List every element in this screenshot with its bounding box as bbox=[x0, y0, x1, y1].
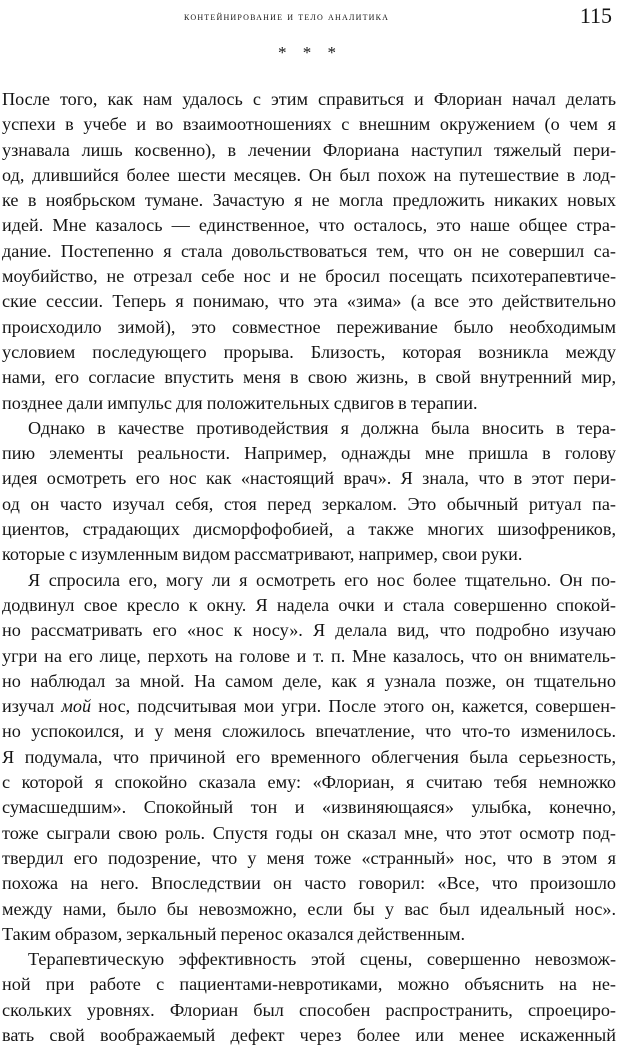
text-line: узнавала лишь косвенно), в лечении Флориана наступил тяжелый пери- bbox=[2, 139, 616, 160]
text-line: пию элементы реальности. Например, однажды мне пришла в голову bbox=[2, 443, 616, 464]
text-line: условием последующего прорыва. Близость, которая возникла между bbox=[2, 341, 616, 362]
text-line: которые с изумленным видом рассматривают, например, свои руки. bbox=[2, 544, 523, 565]
paragraph-first-line: Я спросила его, могу ли я осмотреть его нос более тщательно. Он по- bbox=[28, 569, 616, 590]
text-line: додвинул свое кресло к окну. Я надела очки и стала совершенно спокой- bbox=[2, 594, 616, 615]
text-line: но рассматривать его «нос к носу». Я делала вид, что подробно изучаю bbox=[2, 620, 616, 641]
text-line: но успокоился, и у меня сложилось впечатление, что что-то изменилось. bbox=[2, 721, 616, 742]
text-line: циентов, страдающих дисморфофобией, а также многих шизофреников, bbox=[2, 519, 616, 540]
text-line: ке в ноябрьском тумане. Зачастую я не могла предложить никаких новых bbox=[2, 190, 616, 211]
running-head: контейнирование и тело аналитика bbox=[184, 11, 390, 23]
text-line: твердил его подозрение, что у меня тоже «странный» нос, что в этом я bbox=[2, 847, 616, 868]
text-line: дание. Постепенно я стала довольствоваться тем, что он не совершил са- bbox=[2, 240, 616, 261]
line-text-after: нос, подсчитывая мои угри. После этого он, кажется, совершен- bbox=[91, 696, 616, 717]
text-line: од, длившийся более шести месяцев. Он был похож на путешествие в лод- bbox=[2, 164, 616, 185]
page-header bbox=[0, 4, 612, 30]
text-line: После того, как нам удалось с этим справиться и Флориан начал делать bbox=[2, 89, 616, 109]
text-line: позднее дали импульс для положительных сдвигов в терапии. bbox=[2, 392, 478, 413]
text-line-with-emphasis bbox=[2, 694, 616, 719]
text-line: Таким образом, зеркальный перенос оказался действенным. bbox=[2, 923, 465, 944]
text-line: вать свой воображаемый дефект через более или менее искаженный bbox=[2, 1024, 616, 1045]
section-separator: * * * bbox=[278, 43, 342, 62]
text-line: сумасшедшим». Спокойный тон и «извиняющаяся» улыбка, конечно, bbox=[2, 797, 616, 818]
text-line: происходило зимой), это совместное переживание было необходимым bbox=[2, 316, 616, 337]
text-line: успехи в учебе и во взаимоотношениях с внешним окружением (о чем я bbox=[2, 114, 616, 135]
text-line: моубийство, не отрезал себе нос и не бросил посещать психотерапевтиче- bbox=[2, 266, 616, 287]
text-line: ной при работе с пациентами-невротиками, можно объяснить на не- bbox=[2, 974, 616, 995]
emphasized-word: мой bbox=[61, 696, 92, 717]
text-line: идея осмотреть его нос как «настоящий врач». Я знала, что в этот пери- bbox=[2, 468, 616, 489]
line-text-before: изучал bbox=[2, 696, 62, 717]
text-line: скольких уровнях. Флориан был способен распространить, спроециро- bbox=[2, 999, 616, 1020]
text-line: Я подумала, что причиной его временного облегчения была серьезность, bbox=[2, 746, 616, 767]
text-line: угри на его лице, перхоть на голове и т. п. Мне казалось, что он вниматель- bbox=[2, 645, 616, 666]
text-line: од он часто изучал себя, стоя перед зеркалом. Это обычный ритуал па- bbox=[2, 493, 616, 514]
text-line: между нами, было бы невозможно, если бы у вас был идеальный нос». bbox=[2, 898, 616, 919]
text-line: нами, его согласие впустить меня в свою жизнь, в свой внутренний мир, bbox=[2, 367, 616, 388]
text-line: идей. Мне казалось — единственное, что осталось, это наше общее стра- bbox=[2, 215, 616, 236]
paragraph-first-line: Однако в качестве противодействия я должна была вносить в тера- bbox=[28, 417, 616, 438]
text-line: но наблюдал за мной. На самом деле, как я узнала позже, он тщательно bbox=[2, 670, 616, 691]
text-line: похожа на него. Впоследствии он часто говорил: «Все, что произошло bbox=[2, 873, 616, 894]
text-line: с которой я спокойно сказала ему: «Флориан, я считаю тебя немножко bbox=[2, 772, 616, 793]
body-text bbox=[2, 87, 616, 1048]
paragraph-first-line: Терапевтическую эффективность этой сцены, совершенно невозмож- bbox=[28, 949, 616, 970]
text-line: ские сессии. Теперь я понимаю, что эта «зима» (а все это действительно bbox=[2, 291, 616, 312]
page-number: 115 bbox=[579, 3, 612, 28]
text-line: тоже сыграли свою роль. Спустя годы он сказал мне, что этот осмотр под- bbox=[2, 822, 616, 843]
